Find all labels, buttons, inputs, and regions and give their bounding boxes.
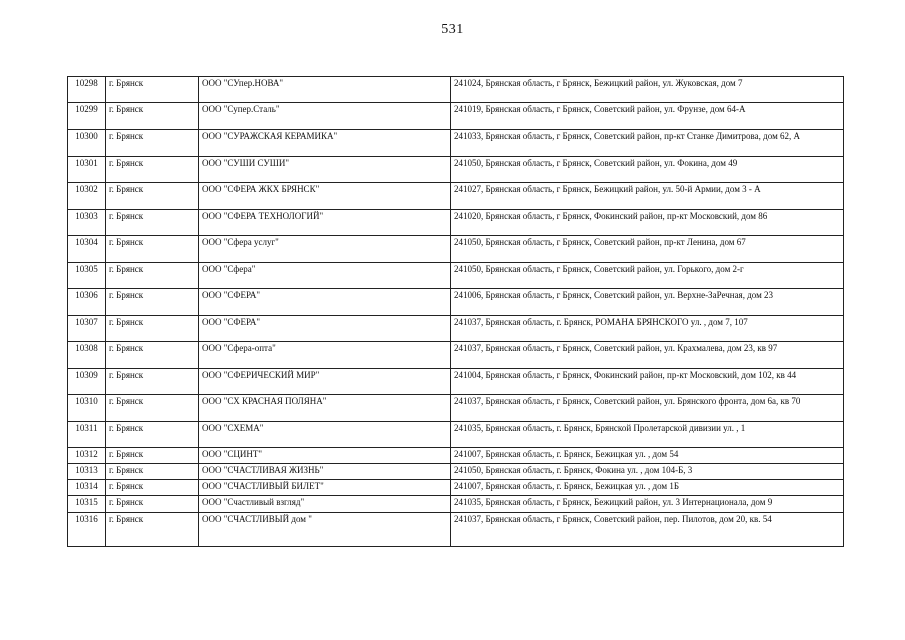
row-number-cell: 10314 — [68, 480, 106, 496]
address-cell: 241007, Брянская область, г. Брянск, Бежицкая ул. , дом 54 — [451, 448, 844, 464]
table-row — [68, 157, 844, 183]
city-cell: г. Брянск — [106, 316, 199, 342]
organization-name-cell: ООО "Сфера услуг" — [199, 236, 451, 263]
address-cell: 241037, Брянская область, г Брянск, Советский район, пер. Пилотов, дом 20, кв. 54 — [451, 513, 844, 547]
table-row — [68, 422, 844, 448]
table-row — [68, 496, 844, 513]
address-cell: 241004, Брянская область, г Брянск, Фокинский район, пр-кт Московский, дом 102, кв 44 — [451, 369, 844, 395]
city-cell: г. Брянск — [106, 289, 199, 316]
organization-name-cell: ООО "СЧАСТЛИВЫЙ БИЛЕТ" — [199, 480, 451, 496]
address-cell: 241007, Брянская область, г. Брянск, Бежицкая ул. , дом 1Б — [451, 480, 844, 496]
city-cell: г. Брянск — [106, 480, 199, 496]
city-cell: г. Брянск — [106, 263, 199, 289]
organization-name-cell: ООО "СУШИ СУШИ" — [199, 157, 451, 183]
row-number-cell: 10298 — [68, 77, 106, 103]
city-cell: г. Брянск — [106, 422, 199, 448]
city-cell: г. Брянск — [106, 236, 199, 263]
organization-name-cell: ООО "СФЕРА" — [199, 289, 451, 316]
row-number-cell: 10316 — [68, 513, 106, 547]
organization-name-cell: ООО "СУпер.НОВА" — [199, 77, 451, 103]
address-cell: 241033, Брянская область, г Брянск, Советский район, пр-кт Станке Димитрова, дом 62, А — [451, 130, 844, 157]
address-cell: 241050, Брянская область, г Брянск, Советский район, пр-кт Ленина, дом 67 — [451, 236, 844, 263]
address-cell: 241037, Брянская область, г Брянск, Советский район, ул. Крахмалева, дом 23, кв 97 — [451, 342, 844, 369]
city-cell: г. Брянск — [106, 157, 199, 183]
table-row — [68, 263, 844, 289]
row-number-cell: 10313 — [68, 464, 106, 480]
registry-table-body — [68, 77, 844, 547]
organization-name-cell: ООО "СХ КРАСНАЯ ПОЛЯНА" — [199, 395, 451, 422]
city-cell: г. Брянск — [106, 183, 199, 210]
city-cell: г. Брянск — [106, 395, 199, 422]
city-cell: г. Брянск — [106, 103, 199, 130]
row-number-cell: 10309 — [68, 369, 106, 395]
organization-name-cell: ООО "Сфера" — [199, 263, 451, 289]
organization-name-cell: ООО "СХЕМА" — [199, 422, 451, 448]
table-row — [68, 448, 844, 464]
row-number-cell: 10305 — [68, 263, 106, 289]
organization-name-cell: ООО "СЦИНТ" — [199, 448, 451, 464]
city-cell: г. Брянск — [106, 369, 199, 395]
table-row — [68, 236, 844, 263]
city-cell: г. Брянск — [106, 77, 199, 103]
registry-table — [67, 76, 844, 547]
organization-name-cell: ООО "СУРАЖСКАЯ КЕРАМИКА" — [199, 130, 451, 157]
city-cell: г. Брянск — [106, 496, 199, 513]
organization-name-cell: ООО "СФЕРИЧЕСКИЙ МИР" — [199, 369, 451, 395]
row-number-cell: 10310 — [68, 395, 106, 422]
table-row — [68, 395, 844, 422]
table-row — [68, 183, 844, 210]
organization-name-cell: ООО "Счастливый взгляд" — [199, 496, 451, 513]
table-row — [68, 210, 844, 236]
table-row — [68, 77, 844, 103]
address-cell: 241020, Брянская область, г Брянск, Фокинский район, пр-кт Московский, дом 86 — [451, 210, 844, 236]
row-number-cell: 10312 — [68, 448, 106, 464]
row-number-cell: 10306 — [68, 289, 106, 316]
address-cell: 241050, Брянская область, г Брянск, Советский район, ул. Фокина, дом 49 — [451, 157, 844, 183]
row-number-cell: 10300 — [68, 130, 106, 157]
address-cell: 241035, Брянская область, г. Брянск, Брянской Пролетарской дивизии ул. , 1 — [451, 422, 844, 448]
city-cell: г. Брянск — [106, 210, 199, 236]
organization-name-cell: ООО "Супер.Сталь" — [199, 103, 451, 130]
page-number: 531 — [441, 22, 464, 37]
address-cell: 241035, Брянская область, г Брянск, Бежицкий район, ул. 3 Интернационала, дом 9 — [451, 496, 844, 513]
row-number-cell: 10315 — [68, 496, 106, 513]
row-number-cell: 10308 — [68, 342, 106, 369]
address-cell: 241037, Брянская область, г. Брянск, РОМАНА БРЯНСКОГО ул. , дом 7, 107 — [451, 316, 844, 342]
city-cell: г. Брянск — [106, 513, 199, 547]
table-row — [68, 513, 844, 547]
table-row — [68, 342, 844, 369]
city-cell: г. Брянск — [106, 130, 199, 157]
organization-name-cell: ООО "СФЕРА ТЕХНОЛОГИЙ" — [199, 210, 451, 236]
city-cell: г. Брянск — [106, 448, 199, 464]
address-cell: 241050, Брянская область, г. Брянск, Фокина ул. , дом 104-Б, 3 — [451, 464, 844, 480]
address-cell: 241019, Брянская область, г Брянск, Советский район, ул. Фрунзе, дом 64-А — [451, 103, 844, 130]
address-cell: 241050, Брянская область, г Брянск, Советский район, ул. Горького, дом 2-г — [451, 263, 844, 289]
row-number-cell: 10301 — [68, 157, 106, 183]
table-row — [68, 369, 844, 395]
address-cell: 241024, Брянская область, г Брянск, Бежицкий район, ул. Жуковская, дом 7 — [451, 77, 844, 103]
organization-name-cell: ООО "СФЕРА" — [199, 316, 451, 342]
city-cell: г. Брянск — [106, 342, 199, 369]
address-cell: 241006, Брянская область, г Брянск, Советский район, ул. Верхне-ЗаРечная, дом 23 — [451, 289, 844, 316]
organization-name-cell: ООО "СЧАСТЛИВЫЙ дом " — [199, 513, 451, 547]
row-number-cell: 10304 — [68, 236, 106, 263]
row-number-cell: 10303 — [68, 210, 106, 236]
row-number-cell: 10299 — [68, 103, 106, 130]
table-row — [68, 464, 844, 480]
row-number-cell: 10307 — [68, 316, 106, 342]
row-number-cell: 10311 — [68, 422, 106, 448]
organization-name-cell: ООО "СЧАСТЛИВАЯ ЖИЗНЬ" — [199, 464, 451, 480]
table-row — [68, 480, 844, 496]
organization-name-cell: ООО "СФЕРА ЖКХ БРЯНСК" — [199, 183, 451, 210]
table-row — [68, 289, 844, 316]
city-cell: г. Брянск — [106, 464, 199, 480]
address-cell: 241027, Брянская область, г Брянск, Бежицкий район, ул. 50-й Армии, дом 3 - А — [451, 183, 844, 210]
table-row — [68, 130, 844, 157]
table-row — [68, 316, 844, 342]
table-row — [68, 103, 844, 130]
row-number-cell: 10302 — [68, 183, 106, 210]
address-cell: 241037, Брянская область, г Брянск, Советский район, ул. Брянского фронта, дом 6а, кв 70 — [451, 395, 844, 422]
organization-name-cell: ООО "Сфера-опта" — [199, 342, 451, 369]
